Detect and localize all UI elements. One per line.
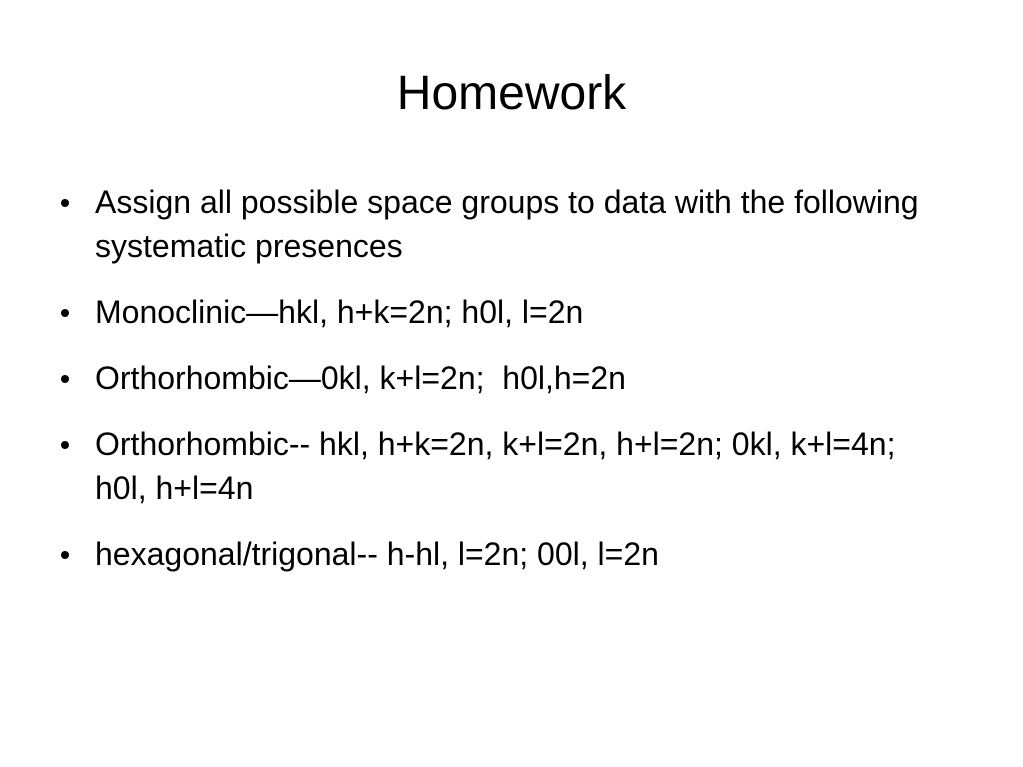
bullet-dot-icon <box>61 441 69 449</box>
slide-title: Homework <box>396 67 627 120</box>
bullet-dot-icon <box>61 551 69 559</box>
bullet-item <box>58 290 958 334</box>
bullet-list <box>58 180 958 598</box>
bullet-text: Orthorhombic-- hkl, h+k=2n, k+l=2n, h+l=2n; 0kl, k+l=4n; h0l, h+l=4n <box>95 426 905 506</box>
bullet-item <box>58 532 958 576</box>
bullet-item <box>58 422 958 510</box>
bullet-dot-icon <box>61 375 69 383</box>
bullet-item <box>58 180 958 268</box>
bullet-item <box>58 356 958 400</box>
bullet-text: Monoclinic—hkl, h+k=2n; h0l, l=2n <box>95 294 584 330</box>
bullet-dot-icon <box>61 199 69 207</box>
bullet-dot-icon <box>61 309 69 317</box>
bullet-text: hexagonal/trigonal-- h-hl, l=2n; 00l, l=2n <box>95 536 659 572</box>
bullet-text: Orthorhombic—0kl, k+l=2n; h0l,h=2n <box>95 360 626 396</box>
bullet-text: Assign all possible space groups to data with the following systematic presences <box>95 184 928 264</box>
